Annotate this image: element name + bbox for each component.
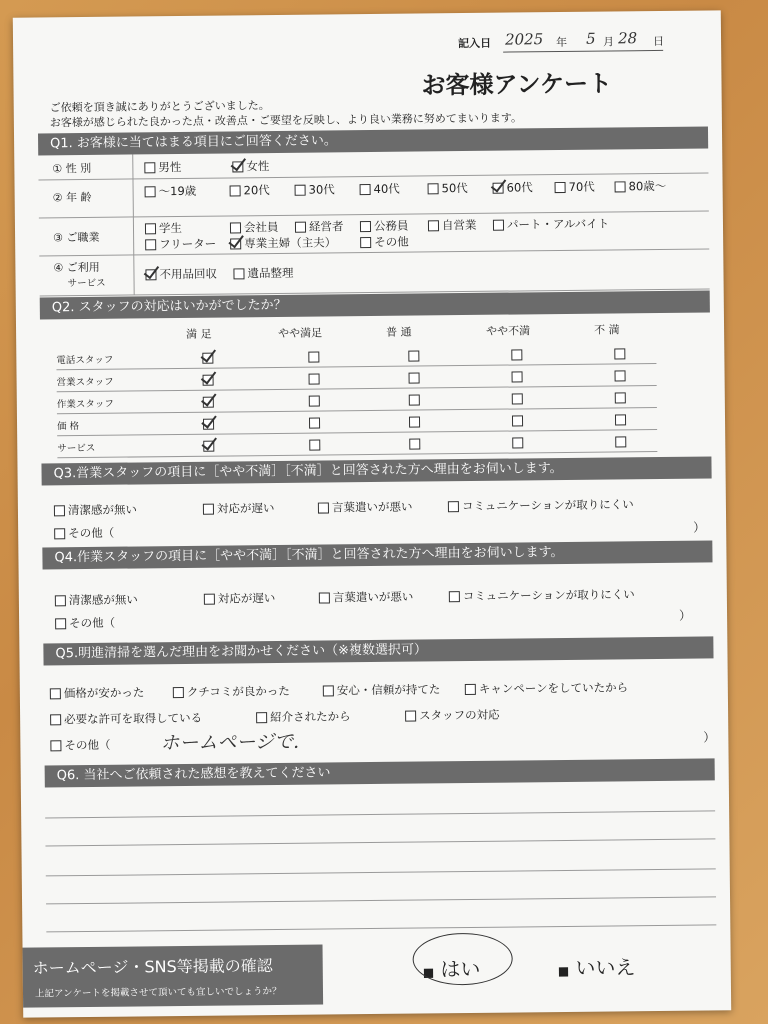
q2-row-divider — [57, 407, 657, 414]
q6-title: Q6. 当社へご依頼された感想を教えてください — [45, 758, 715, 787]
q2-rating-checkbox[interactable] — [409, 394, 420, 405]
job-option-part-time[interactable]: パート・アルバイト — [493, 216, 609, 233]
q2-row-label: 営業スタッフ — [56, 376, 114, 389]
q2-rating-checkbox[interactable] — [408, 350, 419, 361]
q4-title: Q4.作業スタッフの項目に［やや不満］［不満］と回答された方へ理由をお伺いします。 — [42, 540, 712, 569]
job-option-employee[interactable]: 会社員 — [230, 219, 279, 236]
job-option-executive[interactable]: 経営者 — [295, 218, 344, 235]
q2-rating-checkbox[interactable] — [409, 438, 420, 449]
q5-option-price[interactable]: 価格が安かった — [50, 684, 145, 701]
col-dissatisfied: 不 満 — [594, 323, 620, 337]
q5-option-other[interactable]: その他（ — [50, 737, 110, 754]
q5-option-reviews[interactable]: クチコミが良かった — [173, 683, 290, 700]
age-option-30s[interactable]: 30代 — [295, 181, 335, 197]
q2-title: Q2. スタッフの対応はいかがでしたか？ — [40, 290, 710, 319]
job-option-other[interactable]: その他 — [360, 234, 409, 251]
q4-option-other[interactable]: その他（ — [55, 615, 115, 632]
q2-rating-checkbox[interactable] — [409, 372, 420, 383]
q3-option-communication[interactable]: コミュニケーションが取りにくい — [448, 496, 634, 514]
gender-option-male[interactable]: 男性 — [144, 159, 181, 175]
q2-row-divider — [56, 363, 656, 370]
service-label: ④ ご利用 — [53, 260, 100, 275]
square-icon: ■ — [557, 963, 570, 979]
q2-rating-checkbox[interactable] — [512, 393, 523, 404]
consent-no-option[interactable]: ■ いいえ — [557, 955, 636, 980]
consent-yes-option[interactable]: ■ はい — [422, 956, 481, 982]
service-option-disposal[interactable]: 不用品回収 — [145, 266, 217, 283]
q4-close-paren: ） — [679, 608, 692, 623]
checkbox[interactable] — [144, 162, 155, 173]
publish-consent-title: ホームページ・SNS等掲載の確認 — [32, 956, 273, 978]
gender-option-female[interactable]: 女性 — [232, 158, 269, 174]
q2-rating-checkbox[interactable] — [309, 374, 320, 385]
q5-title: Q5.明進清掃を選んだ理由をお聞かせください（※複数選択可） — [43, 636, 713, 665]
q2-rating-checkbox-checked[interactable] — [202, 353, 213, 364]
q2-row-label: 電話スタッフ — [56, 354, 114, 367]
service-label-2: サービス — [67, 277, 106, 290]
q2-row-label: 価 格 — [57, 421, 80, 433]
q2-rating-checkbox-checked[interactable] — [203, 441, 214, 452]
date-month: 5 — [585, 29, 596, 48]
q2-rating-checkbox[interactable] — [511, 349, 522, 360]
q2-rating-checkbox[interactable] — [615, 436, 626, 447]
q2-row-label: サービス — [57, 442, 96, 455]
q2-row-label: 作業スタッフ — [56, 398, 114, 411]
q2-rating-checkbox-checked[interactable] — [203, 397, 214, 408]
q2-row-divider — [57, 385, 657, 392]
q3-option-language[interactable]: 言葉遣いが悪い — [318, 499, 413, 516]
age-option-under19[interactable]: ～19歳 — [145, 183, 197, 200]
q1-title: Q1. お客様に当てはまる項目にご回答ください。 — [38, 126, 708, 155]
q3-close-paren: ） — [693, 520, 706, 535]
q3-option-other[interactable]: その他（ — [54, 525, 114, 542]
q2-rating-checkbox[interactable] — [409, 416, 420, 427]
age-option-70s[interactable]: 70代 — [555, 179, 595, 195]
q3-option-cleanliness[interactable]: 清潔感が無い — [54, 501, 137, 518]
q2-rating-checkbox[interactable] — [309, 418, 320, 429]
q2-rating-checkbox[interactable] — [309, 396, 320, 407]
survey-sheet — [13, 10, 731, 1017]
page-title: お客様アンケート — [421, 69, 613, 100]
q2-rating-checkbox[interactable] — [614, 348, 625, 359]
q2-rating-checkbox[interactable] — [615, 392, 626, 403]
q2-rating-checkbox[interactable] — [309, 440, 320, 451]
q2-rating-checkbox[interactable] — [512, 371, 523, 382]
age-label: ② 年 齢 — [52, 190, 92, 205]
q2-row-divider — [57, 429, 657, 436]
q2-rating-checkbox[interactable] — [615, 370, 626, 381]
q4-option-cleanliness[interactable]: 清潔感が無い — [55, 591, 138, 608]
col-somewhat-satisfied: やや満足 — [278, 326, 323, 340]
age-option-80plus[interactable]: 80歳～ — [614, 178, 666, 195]
date-label: 記入日 — [458, 36, 492, 51]
job-option-freeter[interactable]: フリーター — [145, 236, 216, 253]
q2-rating-checkbox-checked[interactable] — [203, 419, 214, 430]
year-unit: 年 — [556, 35, 568, 50]
q5-other-answer[interactable]: ホームページで. — [160, 730, 300, 755]
q5-option-campaign[interactable]: キャンペーンをしていたから — [465, 679, 628, 697]
square-icon: ■ — [422, 965, 435, 980]
q5-option-license[interactable]: 必要な許可を取得している — [50, 710, 202, 728]
col-somewhat-dissatisfied: やや不満 — [486, 324, 531, 338]
age-option-20s[interactable]: 20代 — [230, 182, 270, 198]
job-option-self-employed[interactable]: 自営業 — [428, 217, 477, 234]
age-option-60s[interactable]: 60代 — [493, 179, 533, 195]
col-satisfied: 満 足 — [186, 327, 212, 341]
age-option-40s[interactable]: 40代 — [360, 181, 400, 197]
age-option-50s[interactable]: 50代 — [428, 180, 468, 196]
month-unit: 月 — [603, 35, 615, 49]
q5-option-referral[interactable]: 紹介されたから — [256, 708, 351, 725]
date-year: 2025 — [504, 30, 544, 49]
q4-option-language[interactable]: 言葉遣いが悪い — [319, 589, 414, 606]
q5-option-staff[interactable]: スタッフの対応 — [405, 707, 500, 724]
q3-option-slow[interactable]: 対応が遅い — [203, 500, 275, 517]
intro-line-2: お客様が感じられた良かった点・改善点・ご要望を反映し、より良い業務に努めてまいります。 — [49, 111, 523, 130]
q4-option-slow[interactable]: 対応が遅い — [204, 590, 276, 607]
job-option-student[interactable]: 学生 — [145, 220, 182, 236]
job-option-civil-servant[interactable]: 公務員 — [360, 218, 409, 235]
q3-title: Q3.営業スタッフの項目に［やや不満］［不満］と回答された方へ理由をお伺いします。 — [41, 456, 711, 485]
gender-label: ① 性 別 — [52, 161, 92, 176]
q2-rating-checkbox-checked[interactable] — [203, 375, 214, 386]
job-label: ③ ご職業 — [53, 230, 100, 245]
day-unit: 日 — [652, 34, 665, 49]
publish-consent-banner — [23, 945, 324, 1008]
service-option-estate[interactable]: 遺品整理 — [233, 265, 293, 282]
job-option-homemaker[interactable]: 専業主婦（主夫） — [230, 234, 336, 251]
checkbox-checked[interactable] — [232, 161, 243, 172]
q2-rating-checkbox[interactable] — [615, 414, 626, 425]
q4-option-communication[interactable]: コミュニケーションが取りにくい — [449, 586, 635, 604]
publish-consent-subtitle: 上記アンケートを掲載させて頂いても宜しいでしょうか？ — [34, 985, 282, 1000]
col-neutral: 普 通 — [386, 325, 412, 339]
q2-rating-checkbox[interactable] — [308, 352, 319, 363]
q2-rating-checkbox[interactable] — [512, 415, 523, 426]
q2-rating-checkbox[interactable] — [512, 437, 523, 448]
intro-line-1: ご依頼を頂き誠にありがとうございました。 — [49, 99, 270, 115]
q5-option-trust[interactable]: 安心・信頼が持てた — [323, 681, 441, 698]
date-day: 28 — [617, 29, 638, 48]
yes-circle-mark — [412, 933, 513, 986]
q5-close-paren: ） — [703, 730, 716, 745]
